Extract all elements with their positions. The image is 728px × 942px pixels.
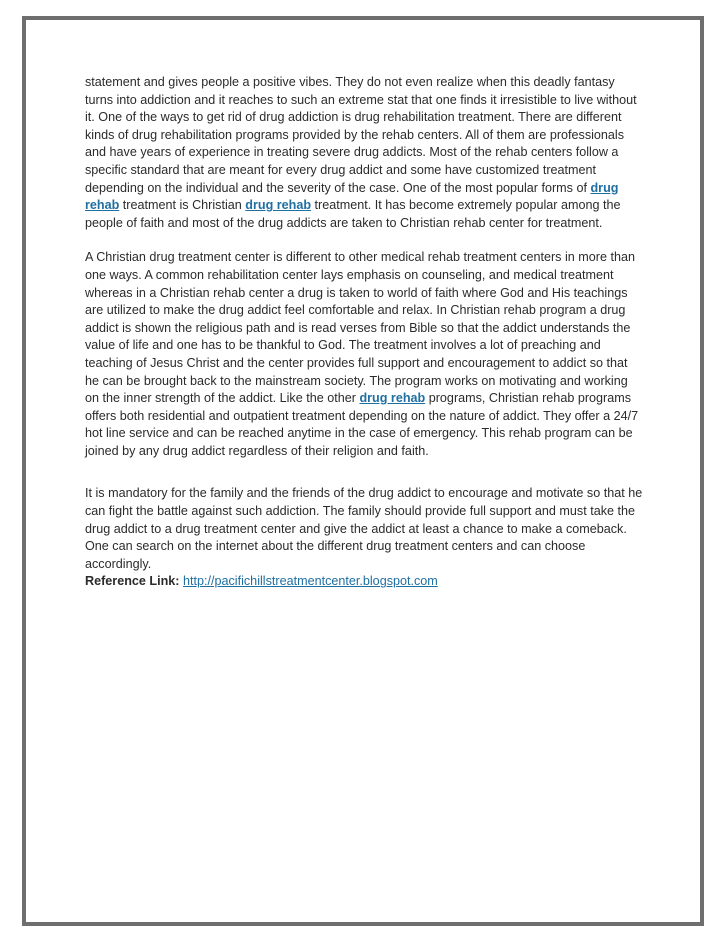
paragraph-text: treatment is Christian [119,198,246,213]
drug-rehab-link[interactable]: drug rehab [85,180,619,213]
paragraph-text: treatment. It has become extremely popular among the people of faith and most of the drug addicts are taken to Christian rehab center for treatment. [85,198,621,230]
reference-label: Reference Link: [85,574,180,589]
page-frame [22,16,704,926]
paragraph-christian-treatment [85,249,645,460]
drug-rehab-link[interactable]: drug rehab [359,391,426,406]
document-body [85,74,645,591]
paragraph-text: programs, Christian rehab programs offers both residential and outpatient treatment depending on the nature of addict. They offer a 24/7 hot line service and can be reached anytime in the case of emergency. This rehab program can be joined by any drug addict regardless of their religion and faith. [85,391,639,458]
reference-url-link[interactable]: http://pacifichillstreatmentcenter.blogspot.com [182,574,438,589]
paragraph-family-support: It is mandatory for the family and the friends of the drug addict to encourage and motivate so that he can fight the battle against such addiction. The family should provide full support and must take the drug addict to a drug treatment center and give the addict at least a chance to make a comeback. One can search on the internet about the different drug treatment centers and can choose accordingly. [85,486,643,571]
paragraph-spacer [85,232,645,249]
paragraph-addiction-intro [85,74,645,232]
paragraph-text: statement and gives people a positive vibes. They do not even realize when this deadly fantasy turns into addiction and it reaches to such an extreme stat that one finds it irresistible to live without it. One of the ways to get rid of drug addiction is drug rehabilitation treatment. There are different kinds of drug rehabilitation programs provided by the rehab centers. All of them are professionals and have years of experience in treating severe drug addicts. Most of the rehab centers follow a specific standard that are meant for every drug addict and some have customized treatment depending on the individual and the severity of the case. One of the most popular forms of [85,75,637,195]
reference-line [85,573,645,591]
paragraph-spacer [85,460,645,485]
paragraph-text: A Christian drug treatment center is different to other medical rehab treatment centers in more than one ways. A common rehabilitation center lays emphasis on counseling, and medical treatment whereas in a Christian rehab center a drug is taken to world of faith where God and His teachings are utilized to make the drug addict feel comfortable and relax. In Christian rehab program a drug addict is shown the religious path and is read verses from Bible so that the addict understands the value of life and one has to be thankful to God. The treatment involves a lot of preaching and teaching of Jesus Christ and the center provides full support and encouragement to addict so that he can be brought back to the mainstream society. The program works on motivating and working on the inner strength of the addict. Like the other [85,250,635,406]
drug-rehab-link[interactable]: drug rehab [245,198,312,213]
